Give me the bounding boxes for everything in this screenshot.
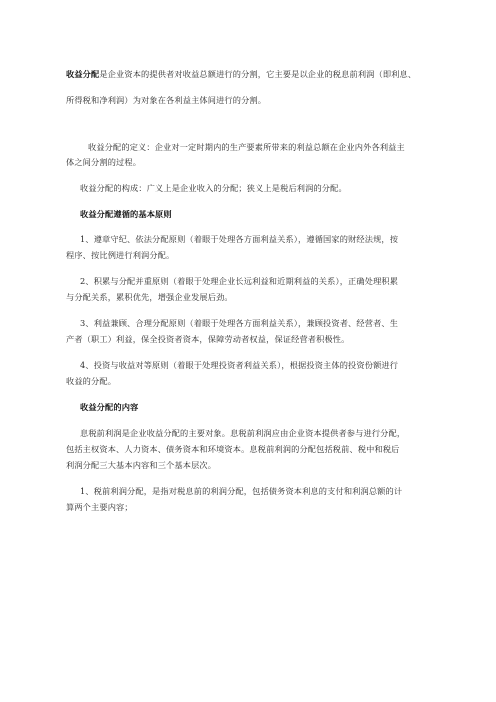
intro-line-1-text: 是企业资本的提供者对收益总额进行的分割，它主要是以企业的税息前利润（即利息、 xyxy=(99,69,417,79)
principle-2-line-1: 2、积累与分配并重原则（着眼于处理企业长远利益和近期利益的关系），正确处理积累 xyxy=(80,276,399,286)
contents-para-line-2: 包括主权资本、人力资本、债务资本和环境资本。息税前利润的分配包括税前、税中和税后 xyxy=(66,444,400,454)
contents-item-1-line-1: 1、税前利润分配，是指对税息前的利润分配，包括债务资本利息的支付和利润总额的计 xyxy=(80,486,403,496)
definition-line-2: 体之间分割的过程。 xyxy=(66,157,142,167)
principle-3-line-1: 3、利益兼顾、合理分配原则（着眼于处理各方面利益关系），兼顾投资者、经营者、生 xyxy=(80,318,399,328)
composition-paragraph: 收益分配的构成：广义上是企业收入的分配；狭义上是税后利润的分配。 xyxy=(80,183,347,193)
contents-para-line-1: 息税前利润是企业收益分配的主要对象。息税前利润应由企业资本提供者参与进行分配， xyxy=(80,428,406,438)
principle-1-line-1: 1、遵章守纪、依法分配原则（着眼于处理各方面利益关系），遵循国家的财经法规，按 xyxy=(80,234,399,244)
principle-3-line-2: 产者（职工）利益，保全投资者资本，保障劳动者权益，保证经营者积极性。 xyxy=(66,334,350,344)
principle-1-line-2: 程序、按比例进行利润分配。 xyxy=(66,250,175,260)
contents-heading: 收益分配的内容 xyxy=(80,402,139,412)
intro-term: 收益分配 xyxy=(66,69,100,79)
principle-4-line-2: 收益的分配。 xyxy=(66,376,117,386)
principle-2-line-2: 与分配关系，累积优先，增强企业发展后劲。 xyxy=(66,292,233,302)
definition-line-1: 收益分配的定义：企业对一定时期内的生产要素所带来的利益总额在企业内外各利益主 xyxy=(88,142,405,152)
contents-para-line-3: 利润分配三大基本内容和三个基本层次。 xyxy=(66,460,217,470)
principle-4-line-1: 4、投资与收益对等原则（着眼于处理投资者利益关系），根据投资主体的投资份额进行 xyxy=(80,360,399,370)
principles-heading: 收益分配遵循的基本原则 xyxy=(80,209,172,219)
intro-line-2: 所得税和净利润）为对象在各利益主体间进行的分割。 xyxy=(66,95,267,105)
intro-line-1 xyxy=(66,69,416,80)
contents-item-1-line-2: 算两个主要内容； xyxy=(66,502,133,512)
